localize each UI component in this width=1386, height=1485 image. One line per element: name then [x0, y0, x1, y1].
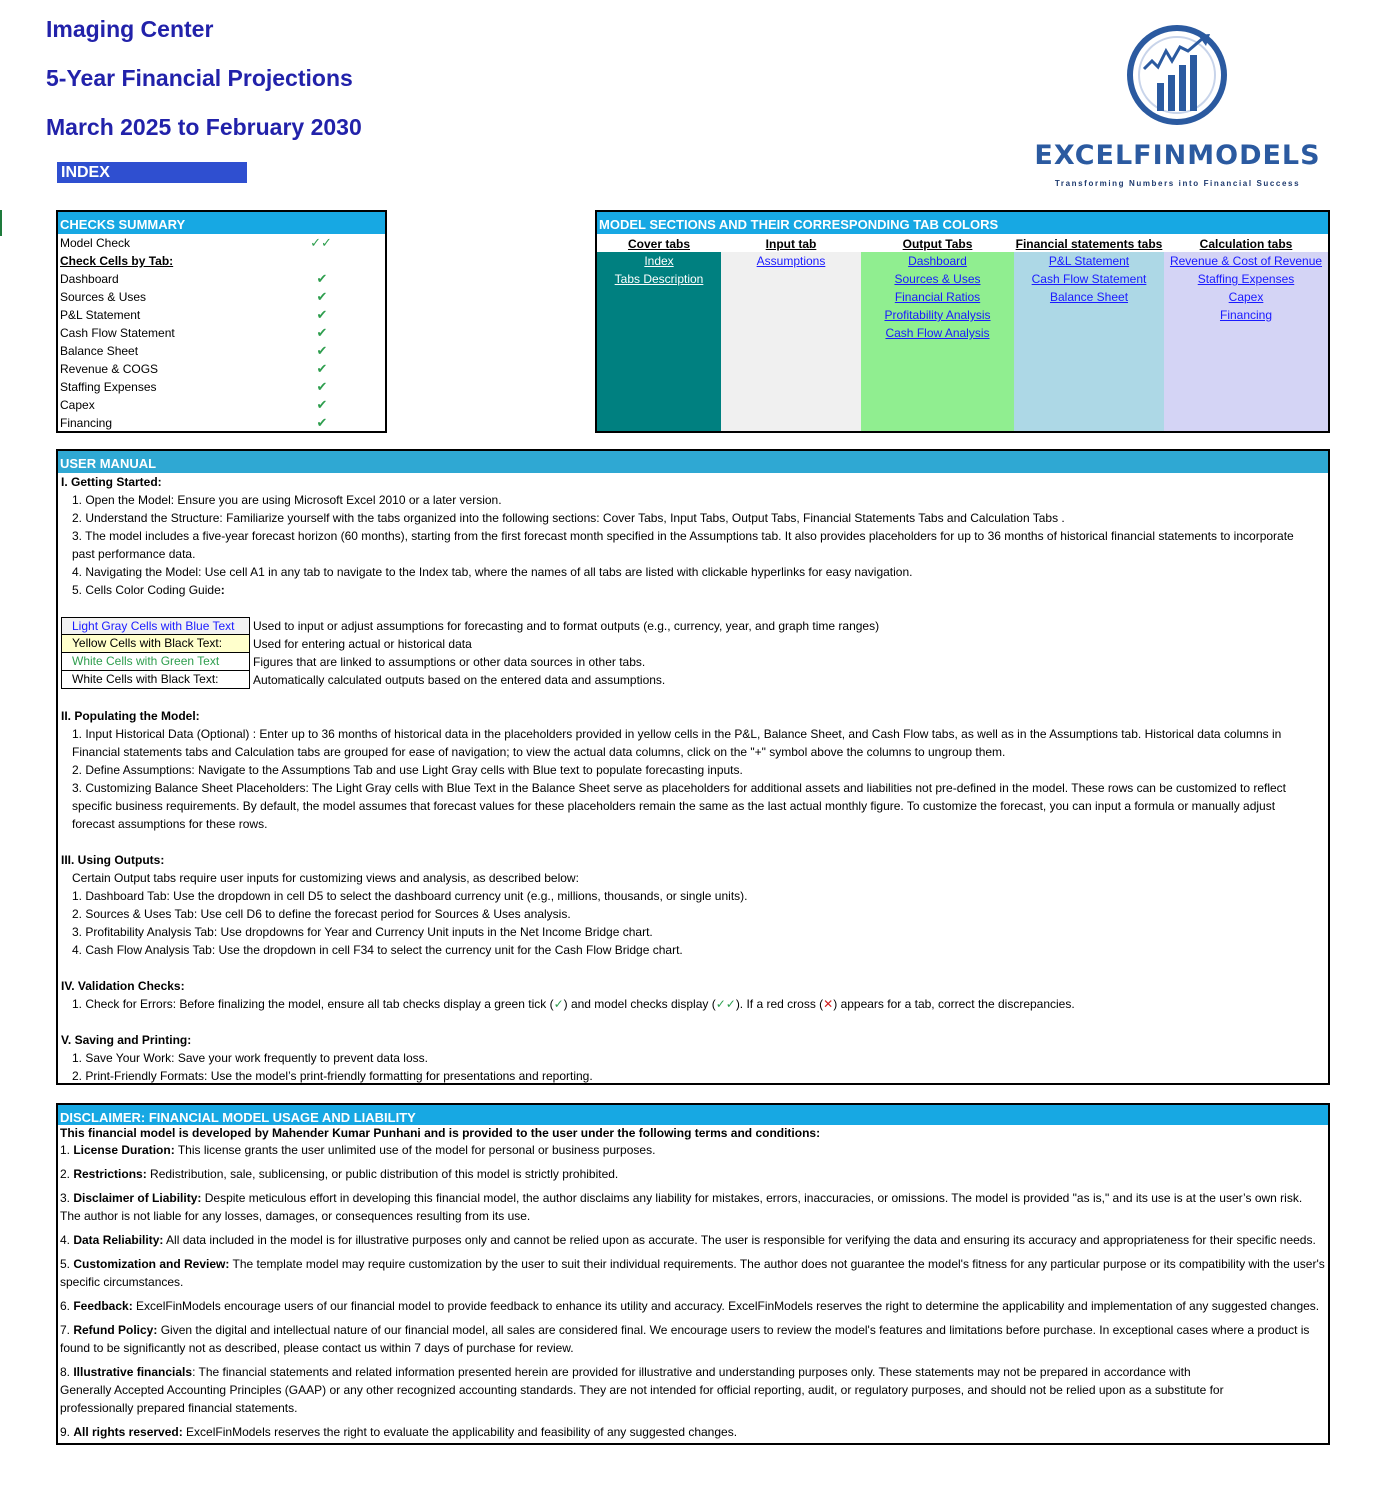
model-sections-title: MODEL SECTIONS AND THEIR CORRESPONDING TAB COLORS	[597, 212, 1328, 234]
check-row-label: Cash Flow Statement	[60, 326, 175, 340]
manual-line: 3. Profitability Analysis Tab: Use dropdowns for Year and Currency Unit inputs in the Net Income Bridge chart.	[72, 925, 653, 939]
disclaimer-item	[60, 1321, 1328, 1357]
manual-line: Financial statements tabs and Calculation tabs are grouped for ease of navigation; to view the actual data columns, click on the "+" symbol above the columns to ungroup them.	[72, 745, 1006, 759]
disclaimer-item-text: ExcelFinModels reserves the right to evaluate the applicability and feasibility of any suggested changes.	[182, 1425, 738, 1439]
tab-link[interactable]: Financial Ratios	[894, 290, 981, 304]
green-tick-icon: ✔	[316, 325, 328, 340]
check-row	[58, 324, 385, 342]
tab-link[interactable]: Tabs Description	[614, 272, 704, 286]
check-row-label: Sources & Uses	[60, 290, 147, 304]
check-row	[58, 342, 385, 360]
index-tab-button[interactable]: INDEX	[57, 162, 247, 183]
validation-text: ) and model checks display (	[563, 997, 716, 1011]
workbook-subtitle: 5-Year Financial Projections	[46, 65, 353, 91]
disclaimer-line	[60, 1297, 1328, 1315]
manual-line: 1. Input Historical Data (Optional) : Enter up to 36 months of historical data in the placeholders provided in yellow cells in the P&L, Balance Sheet, and Cash Flow tabs, as well as in the Assumptions tab. Historical data columns in	[72, 727, 1282, 741]
check-cells-by-tab-heading: Check Cells by Tab:	[60, 254, 174, 268]
tab-link[interactable]: Index	[644, 254, 674, 268]
section-getting-started: I. Getting Started:	[61, 475, 162, 489]
check-row-label: Capex	[60, 398, 95, 412]
logo-wordmark: EXCELFINMODELS	[1034, 140, 1321, 171]
disclaimer-item-text: The template model may require customization by the user to suit their individual requirements. The author does not guarantee the model's fitness for any particular purpose or its compatibility with the user's	[229, 1257, 1325, 1271]
section-column	[597, 252, 721, 431]
disclaimer-item-text: found to be significantly not as described, please contact us within 7 days of purchase for review.	[60, 1341, 574, 1355]
disclaimer-item-label: Restrictions:	[73, 1167, 147, 1181]
disclaimer-item	[60, 1165, 1328, 1183]
manual-line: past performance data.	[72, 547, 196, 561]
check-row	[58, 306, 385, 324]
check-row	[58, 396, 385, 414]
disclaimer-item-text: : The financial statements and related information presented herein are provided for illustrative and understanding purposes only. These statements may not be prepared in accordance with	[192, 1365, 1191, 1379]
color-guide-colon: :	[220, 583, 225, 597]
disclaimer-item-text: Generally Accepted Accounting Principles (GAAP) or any other recognized accounting standards. They are not intended for official reporting, audit, or regulatory purposes, and should not be relied upon as a substitute for	[60, 1383, 1224, 1397]
check-row	[58, 378, 385, 396]
disclaimer-item-label: Feedback:	[73, 1299, 133, 1313]
section-header: Calculation tabs	[1199, 237, 1293, 251]
disclaimer-line	[60, 1207, 1328, 1225]
disclaimer-item-label: Illustrative financials	[73, 1365, 193, 1379]
spacer	[61, 1013, 1328, 1031]
tab-link[interactable]: Assumptions	[756, 254, 826, 268]
check-row	[58, 288, 385, 306]
color-legend-description: Automatically calculated outputs based on the entered data and assumptions.	[253, 673, 666, 687]
section-column	[861, 252, 1014, 431]
manual-line: 2. Define Assumptions: Navigate to the Assumptions Tab and use Light Gray cells with Blue text to populate forecasting inputs.	[72, 763, 743, 777]
check-row	[58, 414, 385, 432]
tab-link[interactable]: Staffing Expenses	[1197, 272, 1295, 286]
disclaimer-title: DISCLAIMER: FINANCIAL MODEL USAGE AND LIABILITY	[58, 1105, 1328, 1125]
sheet-edge-marker	[0, 210, 2, 236]
manual-line: 3. Customizing Balance Sheet Placeholders: The Light Gray cells with Blue Text in the Balance Sheet serve as placeholders for additional assets and liabilities not pre-defined in the model. These rows can be customized to reflect	[72, 781, 1287, 795]
model-check-double-tick-icon: ✓✓	[310, 235, 332, 250]
color-legend-row	[61, 653, 1328, 671]
disclaimer-line	[60, 1399, 1328, 1417]
disclaimer-item	[60, 1363, 1328, 1417]
disclaimer-panel	[56, 1103, 1330, 1445]
spacer	[61, 689, 1328, 707]
green-tick-icon: ✔	[316, 307, 328, 322]
tab-link[interactable]: Sources & Uses	[894, 272, 981, 286]
check-row-label: Revenue & COGS	[60, 362, 159, 376]
user-manual-title: USER MANUAL	[58, 451, 1328, 473]
green-tick-icon: ✔	[316, 397, 328, 412]
check-row-label: Dashboard	[60, 272, 119, 286]
section-populating-model: II. Populating the Model:	[61, 709, 200, 723]
disclaimer-item-text: All data included in the model is for illustrative purposes only and cannot be relied upon as accurate. The user is responsible for verifying the data and ensuring its accuracy and appropriateness for their specific needs.	[163, 1233, 1316, 1247]
section-column	[1014, 252, 1164, 431]
tab-link[interactable]: Cash Flow Statement	[1031, 272, 1147, 286]
tab-link[interactable]: Profitability Analysis	[884, 308, 991, 322]
color-swatch-cell: White Cells with Black Text:	[61, 671, 250, 689]
disclaimer-intro: This financial model is developed by Mahender Kumar Punhani and is provided to the user under the following terms and conditions:	[60, 1126, 821, 1140]
disclaimer-line	[60, 1141, 1328, 1159]
manual-line: 2. Print-Friendly Formats: Use the model’s print-friendly formatting for presentations and reporting.	[72, 1069, 593, 1083]
check-row-label: Financing	[60, 416, 113, 430]
disclaimer-line	[60, 1381, 1328, 1399]
section-validation-checks: IV. Validation Checks:	[61, 979, 185, 993]
section-column	[721, 252, 861, 431]
check-row-label: Balance Sheet	[60, 344, 139, 358]
disclaimer-item	[60, 1231, 1328, 1249]
section-header: Cover tabs	[627, 237, 691, 251]
disclaimer-item-text: professionally prepared financial statements.	[60, 1401, 298, 1415]
section-header: Financial statements tabs	[1015, 237, 1163, 251]
model-check-label: Model Check	[60, 236, 131, 250]
disclaimer-line	[60, 1339, 1328, 1357]
disclaimer-item-text: specific circumstances.	[60, 1275, 184, 1289]
disclaimer-item-number: 6.	[60, 1299, 74, 1313]
green-tick-icon: ✔	[316, 379, 328, 394]
manual-line: forecast assumptions for these rows.	[72, 817, 268, 831]
color-guide-label: 5. Cells Color Coding Guide	[72, 583, 221, 597]
checks-summary-title: CHECKS SUMMARY	[58, 212, 385, 234]
disclaimer-item-label: Refund Policy:	[73, 1323, 158, 1337]
color-swatch-cell: Light Gray Cells with Blue Text	[61, 617, 250, 635]
green-tick-icon: ✓	[553, 997, 564, 1011]
disclaimer-item	[60, 1255, 1328, 1291]
manual-line: specific business requirements. By default, the model assumes that forecast values for these placeholders remain the same as the last actual monthly figure. To customize the forecast, you can input a formula or manually adjust	[72, 799, 1276, 813]
growth-chart-globe-icon	[1122, 25, 1232, 125]
tab-link[interactable]: Capex	[1228, 290, 1264, 304]
disclaimer-item-number: 8.	[60, 1365, 74, 1379]
disclaimer-item-number: 5.	[60, 1257, 74, 1271]
disclaimer-item-label: License Duration:	[73, 1143, 175, 1157]
manual-line	[61, 995, 1328, 1013]
disclaimer-item	[60, 1189, 1328, 1225]
green-tick-icon: ✔	[316, 343, 328, 358]
double-green-tick-icon: ✓✓	[715, 997, 736, 1011]
disclaimer-item-text: The author is not liable for any losses, damages, or consequences resulting from its use.	[60, 1209, 531, 1223]
model-check-row	[58, 234, 385, 252]
disclaimer-item-label: Data Reliability:	[73, 1233, 164, 1247]
section-using-outputs: III. Using Outputs:	[61, 853, 165, 867]
tab-link[interactable]: Balance Sheet	[1049, 290, 1129, 304]
disclaimer-line	[60, 1255, 1328, 1273]
spacer	[61, 833, 1328, 851]
red-cross-icon: ✕	[823, 997, 834, 1011]
disclaimer-item	[60, 1141, 1328, 1159]
tab-link[interactable]: Revenue & Cost of Revenue	[1169, 254, 1323, 268]
workbook-title: Imaging Center	[46, 16, 214, 42]
manual-line: 1. Dashboard Tab: Use the dropdown in cell D5 to select the dashboard currency unit (e.g., millions, thousands, or single units).	[72, 889, 748, 903]
disclaimer-item-number: 1.	[60, 1143, 74, 1157]
check-row-label: P&L Statement	[60, 308, 141, 322]
color-legend-row	[61, 635, 1328, 653]
disclaimer-line	[60, 1321, 1328, 1339]
check-row-label: Staffing Expenses	[60, 380, 157, 394]
manual-line: 4. Navigating the Model: Use cell A1 in any tab to navigate to the Index tab, where the names of all tabs are listed with clickable hyperlinks for easy navigation.	[72, 565, 913, 579]
disclaimer-line	[60, 1189, 1328, 1207]
manual-line: 2. Understand the Structure: Familiarize yourself with the tabs organized into the following sections: Cover Tabs, Input Tabs, Output Tabs, Financial Statements Tabs and Calculation Tabs .	[72, 511, 1065, 525]
disclaimer-item-label: Disclaimer of Liability:	[73, 1191, 202, 1205]
color-legend-row	[61, 671, 1328, 689]
section-header: Input tab	[765, 237, 817, 251]
section-header: Output Tabs	[902, 237, 973, 251]
disclaimer-item-text: Given the digital and intellectual nature of our financial model, all sales are considered final. We encourage users to review the model's features and limitations before purchase. In exceptional cases where a product is	[157, 1323, 1310, 1337]
tab-link[interactable]: Cash Flow Analysis	[885, 326, 990, 340]
disclaimer-item-number: 4.	[60, 1233, 74, 1247]
disclaimer-line	[60, 1165, 1328, 1183]
disclaimer-item-text: Despite meticulous effort in developing this financial model, the author disclaims any liability for mistakes, errors, inaccuracies, or omissions. The model is provided "as is," and its use is at the user’s own risk.	[201, 1191, 1303, 1205]
disclaimer-item-text: This license grants the user unlimited use of the model for personal or business purposes.	[174, 1143, 656, 1157]
green-tick-icon: ✔	[316, 289, 328, 304]
disclaimer-line	[60, 1423, 1328, 1441]
spacer	[61, 959, 1328, 977]
manual-line: 2. Sources & Uses Tab: Use cell D6 to define the forecast period for Sources & Uses analysis.	[72, 907, 571, 921]
manual-line: 4. Cash Flow Analysis Tab: Use the dropdown in cell F34 to select the currency unit for the Cash Flow Bridge chart.	[72, 943, 683, 957]
color-legend-description: Figures that are linked to assumptions or other data sources in other tabs.	[253, 655, 646, 669]
green-tick-icon: ✔	[316, 361, 328, 376]
tab-link[interactable]: Dashboard	[908, 254, 967, 268]
color-swatch-cell: White Cells with Green Text	[61, 653, 250, 671]
disclaimer-item-label: Customization and Review:	[73, 1257, 230, 1271]
checks-summary-panel	[56, 210, 387, 433]
forecast-period: March 2025 to February 2030	[46, 114, 362, 140]
disclaimer-item-number: 7.	[60, 1323, 74, 1337]
disclaimer-item-number: 2.	[60, 1167, 74, 1181]
disclaimer-item	[60, 1297, 1328, 1315]
validation-text: ). If a red cross (	[735, 997, 824, 1011]
check-row	[58, 270, 385, 288]
green-tick-icon: ✔	[316, 415, 328, 430]
manual-line	[61, 581, 1328, 599]
disclaimer-item-number: 9.	[60, 1425, 74, 1439]
disclaimer-line	[60, 1363, 1328, 1381]
logo-tagline: Transforming Numbers into Financial Success	[1054, 179, 1301, 188]
validation-text: ) appears for a tab, correct the discrepancies.	[833, 997, 1075, 1011]
disclaimer-item-label: All rights reserved:	[73, 1425, 183, 1439]
manual-line: 3. The model includes a five-year forecast horizon (60 months), starting from the first forecast month specified in the Assumptions tab. It also provides placeholders for up to 36 months of historical financial statements to incorporate	[72, 529, 1294, 543]
disclaimer-line	[60, 1231, 1328, 1249]
tab-link[interactable]: Financing	[1219, 308, 1273, 322]
color-swatch-cell: Yellow Cells with Black Text:	[61, 635, 250, 653]
model-sections-panel	[595, 210, 1330, 433]
validation-text: 1. Check for Errors: Before finalizing the model, ensure all tab checks display a green tick (	[72, 997, 554, 1011]
disclaimer-item-text: ExcelFinModels encourage users of our financial model to provide feedback to enhance its utility and accuracy. ExcelFinModels reserves the right to determine the applicability and implementation of any suggested changes.	[132, 1299, 1320, 1313]
user-manual-panel	[56, 449, 1330, 1085]
disclaimer-item	[60, 1423, 1328, 1441]
disclaimer-item-number: 3.	[60, 1191, 74, 1205]
disclaimer-item-text: Redistribution, sale, sublicensing, or public distribution of this model is strictly prohibited.	[146, 1167, 619, 1181]
tab-link[interactable]: P&L Statement	[1048, 254, 1130, 268]
section-column	[1164, 252, 1328, 431]
section-saving-printing: V. Saving and Printing:	[61, 1033, 192, 1047]
disclaimer-line	[60, 1273, 1328, 1291]
excelfinmodels-logo	[1030, 25, 1325, 195]
color-legend-description: Used to input or adjust assumptions for forecasting and to format outputs (e.g., currency, year, and graph time ranges)	[253, 619, 880, 633]
manual-line: 1. Open the Model: Ensure you are using Microsoft Excel 2010 or a later version.	[72, 493, 502, 507]
spacer	[61, 599, 1328, 617]
check-row	[58, 360, 385, 378]
green-tick-icon: ✔	[316, 271, 328, 286]
manual-line: 1. Save Your Work: Save your work frequently to prevent data loss.	[72, 1051, 428, 1065]
color-legend-row	[61, 617, 1328, 635]
manual-line: Certain Output tabs require user inputs for customizing views and analysis, as described below:	[72, 871, 579, 885]
color-legend-description: Used for entering actual or historical data	[253, 637, 472, 651]
